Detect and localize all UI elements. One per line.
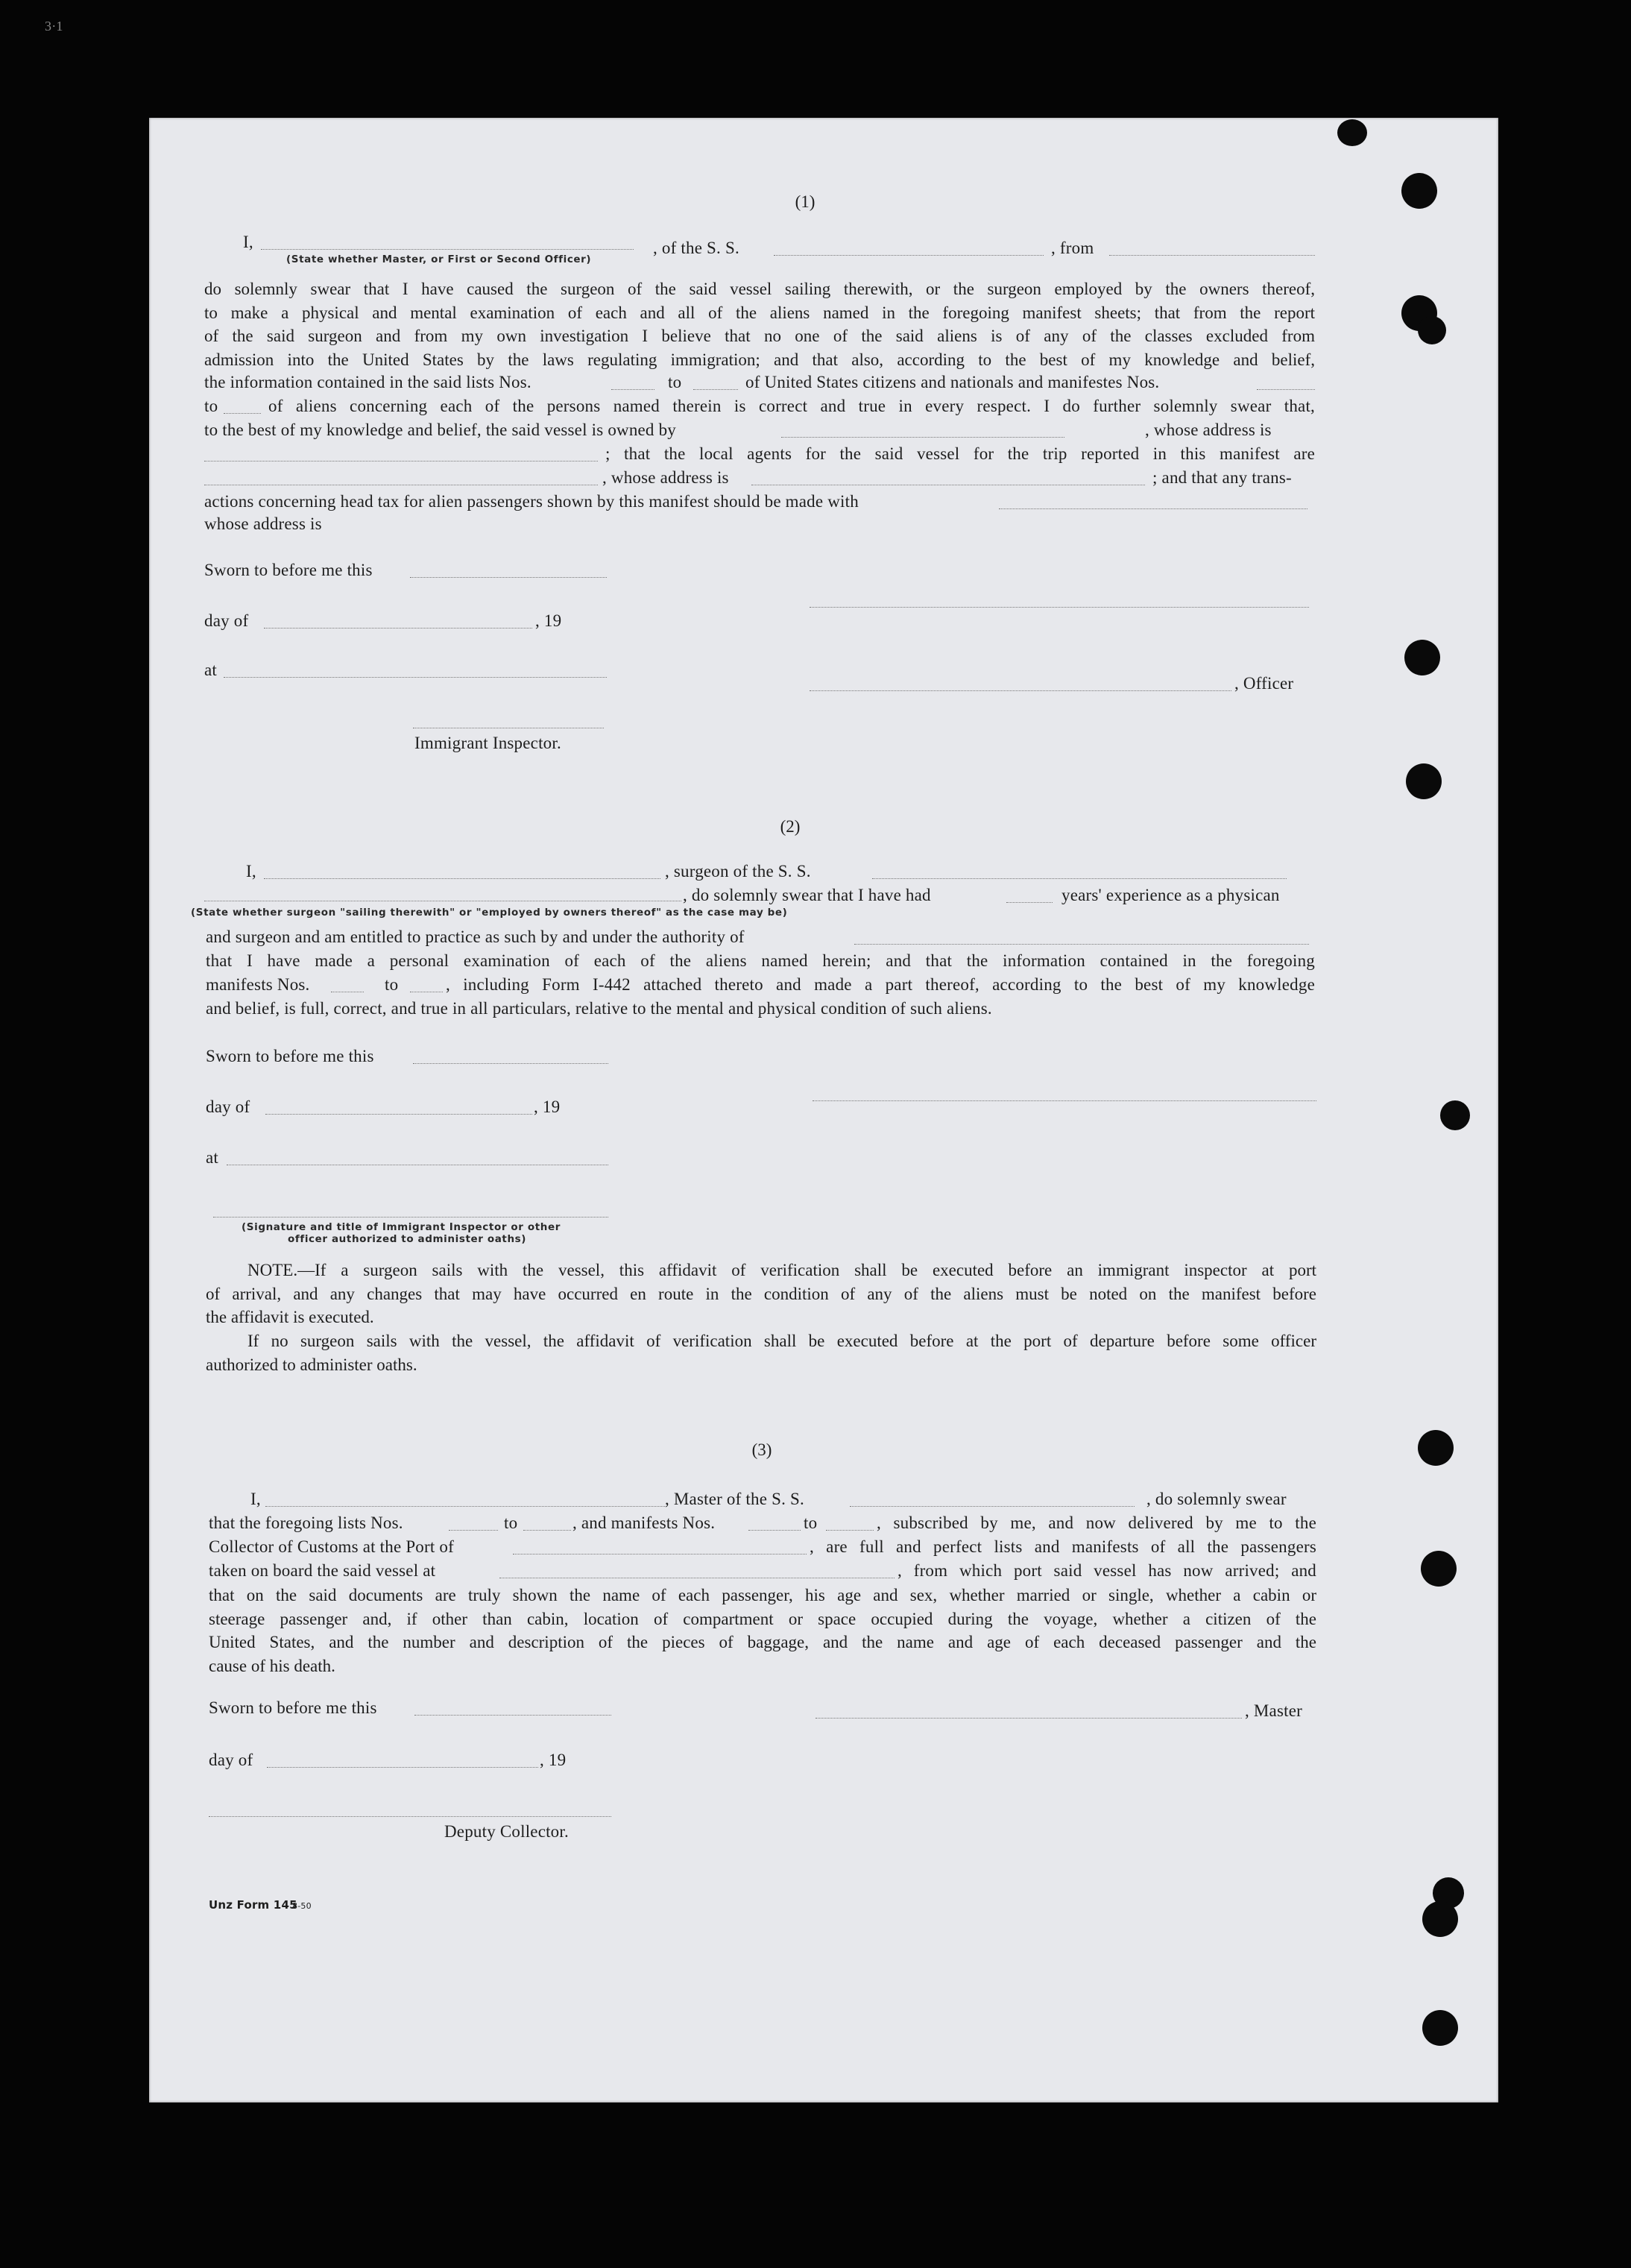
punch-hole [1418, 1430, 1454, 1466]
s3-full-lists: , are full and perfect lists and manifests of all the passengers [810, 1537, 1316, 1556]
s2-day-of: day of [206, 1097, 250, 1116]
s1-transactions: ; and that any trans- [1152, 468, 1292, 487]
s1-head-tax-field[interactable] [999, 508, 1307, 509]
s1-lists-text: the information contained in the said lists Nos. [204, 373, 531, 391]
s3-day-of: day of [209, 1751, 253, 1769]
punch-hole [1404, 640, 1440, 675]
s1-manifests-to-field[interactable] [224, 413, 261, 414]
s1-at-field[interactable] [224, 677, 607, 678]
s3-sworn: Sworn to before me this [209, 1698, 377, 1717]
s2-authority: and surgeon and am entitled to practice as such by and under the authority of [206, 927, 745, 946]
s2-year: , 19 [534, 1097, 561, 1116]
s3-lists-b: , and manifests Nos. [572, 1513, 716, 1532]
s1-owner-field[interactable] [781, 437, 1064, 438]
s2-sig-caption-2: officer authorized to administer oaths) [288, 1233, 527, 1245]
s1-owner-address-field[interactable] [204, 461, 598, 462]
s1-ship-field[interactable] [774, 255, 1044, 256]
s1-whose-address: whose address is [204, 514, 322, 533]
s1-from-field[interactable] [1109, 255, 1315, 256]
s1-aliens-text: of aliens concerning each of the persons named therein is correct and true in every respect. I do further solemnly swear that, [268, 397, 1315, 415]
s1-day-field[interactable] [264, 628, 532, 629]
punch-hole [1401, 173, 1437, 209]
s3-lists-a: that the foregoing lists Nos. [209, 1513, 403, 1532]
s1-day-of: day of [204, 611, 249, 630]
s1-from: , from [1051, 239, 1094, 257]
s3-master-sign-field[interactable] [816, 1718, 1242, 1719]
s2-day-field[interactable] [265, 1114, 532, 1115]
s2-swear: , do solemnly swear that I have had [683, 886, 931, 904]
s2-sig-caption-1: (Signature and title of Immigrant Inspector or other [242, 1221, 561, 1233]
s1-year: , 19 [535, 611, 562, 630]
s1-signature-field[interactable] [810, 607, 1309, 608]
s3-deputy-field[interactable] [209, 1816, 611, 1817]
s2-belief: and belief, is full, correct, and true in all particulars, relative to the mental and physical condition of such aliens. [206, 999, 992, 1018]
s1-agents-address: , whose address is [602, 468, 729, 487]
s3-taken: taken on board the said vessel at [209, 1561, 436, 1580]
s1-lists-text-b: of United States citizens and nationals and manifestes Nos. [745, 373, 1160, 391]
note-line: of arrival, and any changes that may have occurred en route in the condition of any of the aliens must be noted on the manifest before [206, 1284, 1316, 1303]
s3-master-of: , Master of the S. S. [665, 1490, 804, 1508]
s3-body-line: steerage passenger and, if other than cabin, location of compartment or space occupied during the voyage, whether a citizen of the [209, 1609, 1316, 1628]
s3-day-field[interactable] [267, 1767, 538, 1768]
section-1-number: (1) [795, 192, 816, 211]
corner-mark: 3·1 [45, 19, 63, 34]
s3-lists-from-field[interactable] [449, 1530, 498, 1531]
s1-owner-address: , whose address is [1145, 420, 1272, 439]
s1-lists-to: to [668, 373, 682, 391]
s3-collector: Collector of Customs at the Port of [209, 1537, 454, 1556]
section-3-number: (3) [751, 1440, 772, 1459]
s1-officer: , Officer [1234, 674, 1294, 693]
s2-sworn-field[interactable] [413, 1063, 608, 1064]
s2-manifests-b: , including Form I-442 attached thereto and made a part thereof, according to the best of my knowledge [446, 975, 1315, 994]
s1-lists-from-field[interactable] [611, 389, 654, 390]
s1-lists-to-field[interactable] [693, 389, 738, 390]
note-line: the affidavit is executed. [206, 1308, 374, 1327]
s3-lists-to2: to [804, 1513, 818, 1532]
s1-body [204, 277, 1315, 372]
s3-sworn-field[interactable] [414, 1715, 611, 1716]
s2-signature-field[interactable] [813, 1100, 1316, 1101]
s3-deputy: Deputy Collector. [444, 1822, 569, 1841]
s3-swear: , do solemnly swear [1146, 1490, 1287, 1508]
s2-years: years' experience as a physican [1061, 886, 1280, 904]
s3-lists-to-field[interactable] [523, 1530, 571, 1531]
s2-years-field[interactable] [1006, 902, 1053, 903]
s2-examination: that I have made a personal examination of each of the aliens named herein; and that the information contained in the foregoing [206, 951, 1315, 970]
form-code: 8-50 [292, 1901, 312, 1911]
form-page [45, 19, 1498, 2102]
s2-authority-field[interactable] [854, 944, 1309, 945]
punch-hole [1421, 1551, 1457, 1587]
s2-sworn: Sworn to before me this [206, 1047, 374, 1065]
s2-note [206, 1259, 1316, 1377]
s1-local-agents: ; that the local agents for the said vessel for the trip reported in this manifest are [605, 444, 1315, 463]
s3-lists-to: to [504, 1513, 518, 1532]
s3-manifests-from-field[interactable] [748, 1530, 801, 1531]
s2-inspector-field[interactable] [213, 1217, 608, 1218]
s2-manifests-a: manifests Nos. [206, 975, 310, 994]
s1-manifests-from-field[interactable] [1257, 389, 1315, 390]
s1-of-ss: , of the S. S. [653, 239, 739, 257]
s3-manifests-to-field[interactable] [826, 1530, 874, 1531]
s1-body-line: to make a physical and mental examination of each and all of the aliens named in the foregoing manifest sheets; that from the report [204, 303, 1315, 322]
s3-year: , 19 [540, 1751, 567, 1769]
s1-head-tax: actions concerning head tax for alien passengers shown by this manifest should be made with [204, 492, 859, 511]
s1-owned-by: to the best of my knowledge and belief, the said vessel is owned by [204, 420, 676, 439]
s2-name-field[interactable] [264, 878, 660, 879]
s3-body-line: cause of his death. [209, 1657, 335, 1676]
note-line: authorized to administer oaths. [206, 1355, 417, 1374]
form-id: Unz Form 145 [209, 1898, 297, 1912]
s1-i: I, [243, 233, 253, 251]
s1-body-line: admission into the United States by the laws regulating immigration; and that also, according to the best of my knowledge and belief, [204, 350, 1315, 370]
s2-ship-field[interactable] [872, 878, 1287, 879]
punch-hole [1406, 763, 1442, 799]
s1-inspector: Immigrant Inspector. [414, 734, 561, 752]
s1-officer-field[interactable] [261, 249, 634, 250]
s3-arrived: , from which port said vessel has now arrived; and [897, 1561, 1316, 1580]
s1-to-label: to [204, 397, 218, 415]
s1-body-line: of the said surgeon and from my own investigation I believe that no one of the said aliens is of any of the classes excluded from [204, 327, 1315, 346]
s2-i: I, [246, 862, 256, 881]
s3-ship-field[interactable] [850, 1506, 1135, 1507]
s3-master: , Master [1245, 1701, 1302, 1720]
s3-body-line: United States, and the number and description of the pieces of baggage, and the name and age of each deceased passenger and the [209, 1633, 1316, 1652]
note-line: NOTE.—If a surgeon sails with the vessel, this affidavit of verification shall be executed before an immigrant inspector at port [247, 1261, 1316, 1279]
section-2-number: (2) [780, 817, 801, 836]
s1-at: at [204, 661, 217, 679]
s1-body-line: do solemnly swear that I have caused the surgeon of the said vessel sailing therewith, or the surgeon employed by the owners thereof, [204, 280, 1315, 298]
s1-sworn-field[interactable] [410, 577, 607, 578]
s2-surgeon-of: , surgeon of the S. S. [665, 862, 811, 881]
s1-officer-sign-field[interactable] [810, 690, 1231, 691]
s3-lists-c: , subscribed by me, and now delivered by me to the [877, 1513, 1316, 1532]
s3-body [209, 1584, 1316, 1678]
punch-hole [1440, 1100, 1470, 1130]
punch-hole [1422, 1901, 1458, 1937]
s2-at: at [206, 1148, 218, 1167]
s3-i: I, [250, 1490, 261, 1508]
note-line: If no surgeon sails with the vessel, the affidavit of verification shall be executed before at the port of departure before some officer [247, 1332, 1316, 1351]
punch-hole [1422, 2010, 1458, 2046]
ink-blot [1337, 119, 1367, 146]
s3-name-field[interactable] [265, 1506, 665, 1507]
s3-body-line: that on the said documents are truly shown the name of each passenger, his age and sex, whether married or single, whether a cabin or [209, 1586, 1316, 1604]
s1-officer-caption: (State whether Master, or First or Second Officer) [286, 253, 592, 265]
s2-status-caption: (State whether surgeon "sailing therewith" or "employed by owners thereof" as the case may be) [191, 907, 788, 919]
s2-manifests-to: to [385, 975, 399, 994]
s1-sworn: Sworn to before me this [204, 561, 373, 579]
punch-hole [1418, 316, 1446, 344]
